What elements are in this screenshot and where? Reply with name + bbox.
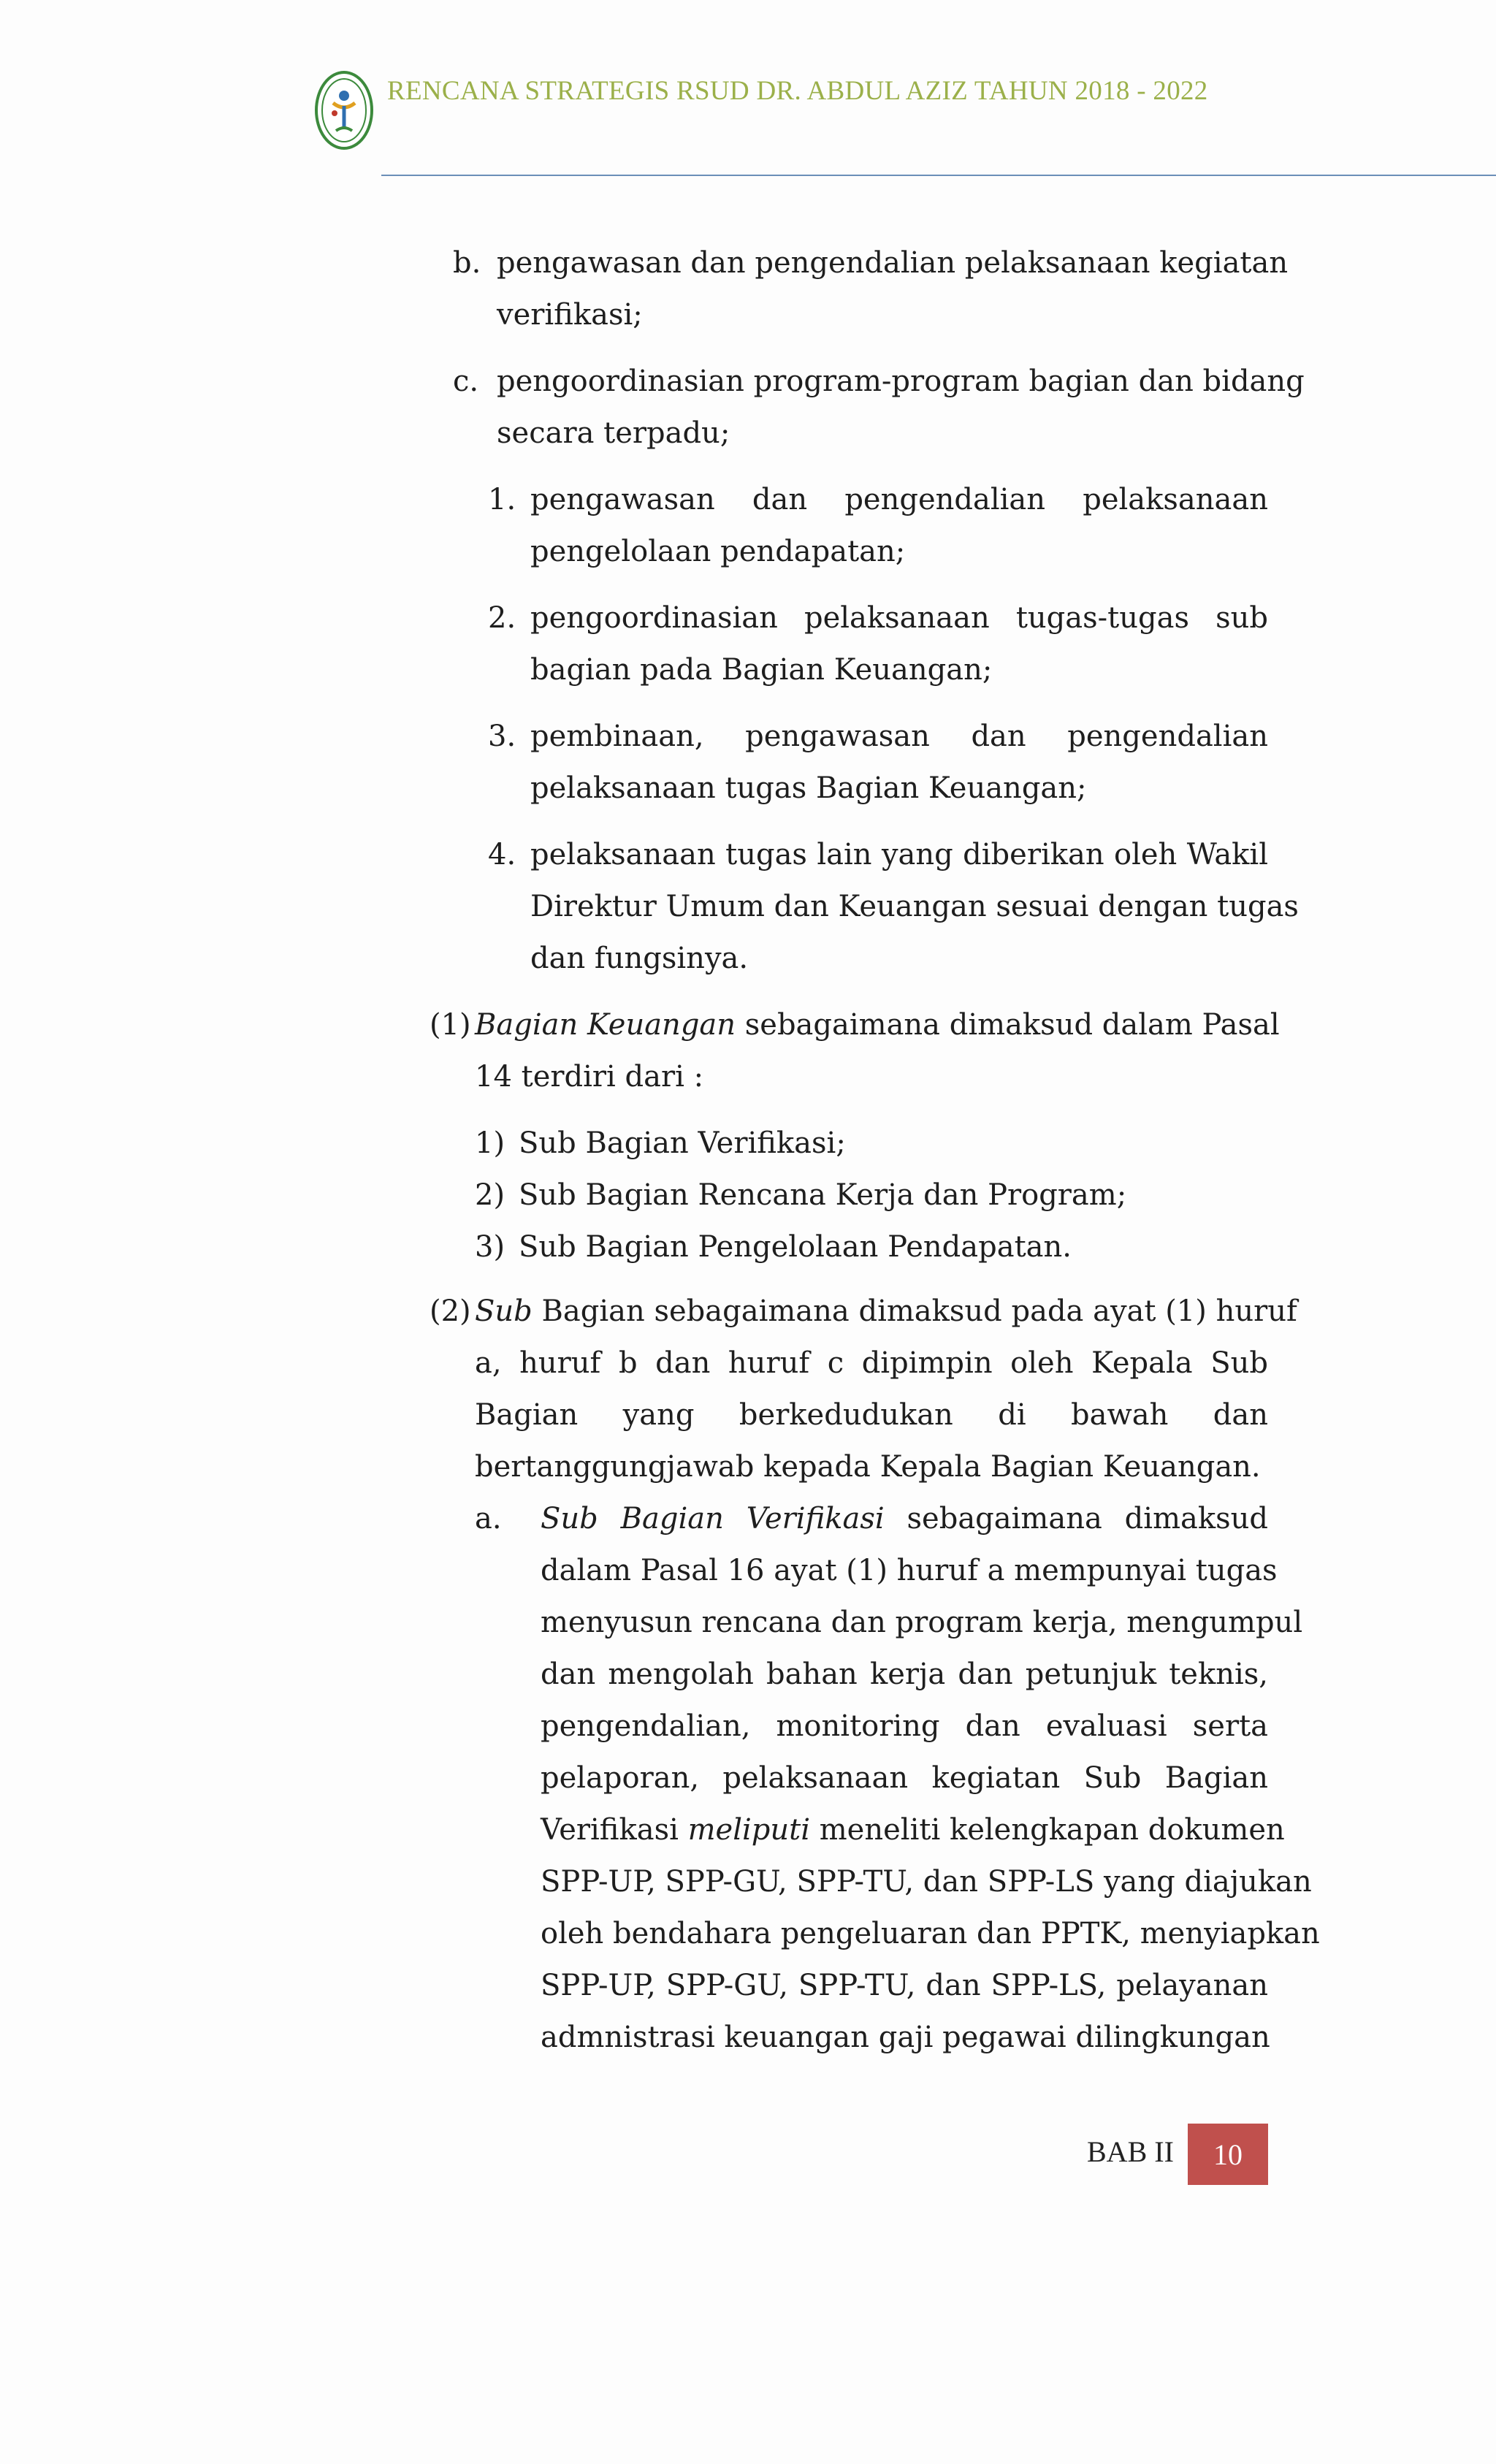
ayat-1 bbox=[475, 999, 1280, 1103]
text-line: pelaksanaan tugas Bagian Keuangan; bbox=[530, 771, 1087, 805]
list-marker: c. bbox=[453, 365, 479, 398]
page-header bbox=[314, 69, 1220, 179]
text-run: sebagaimana dimaksud dalam Pasal bbox=[736, 1008, 1280, 1042]
text-line: pengoordinasian pelaksanaan tugas-tugas sub bbox=[530, 601, 1268, 635]
list-item-2 bbox=[530, 592, 1268, 696]
text-line: pengawasan dan pengendalian pelaksanaan kegiatan bbox=[497, 246, 1289, 280]
text-line: a, huruf b dan huruf c dipimpin oleh Kepala Sub bbox=[475, 1346, 1268, 1380]
chapter-label: BAB II bbox=[1087, 2135, 1174, 2168]
text-line: pengendalian, monitoring dan evaluasi serta bbox=[541, 1709, 1268, 1743]
list-marker: 3. bbox=[488, 720, 516, 753]
text-run: meneliti kelengkapan dokumen bbox=[810, 1813, 1285, 1847]
list-marker: 4. bbox=[488, 838, 516, 871]
text-line bbox=[475, 999, 1280, 1051]
text-line: SPP-UP, SPP-GU, SPP-TU, dan SPP-LS yang diajukan bbox=[541, 1865, 1312, 1899]
list-item: Sub Bagian Verifikasi; bbox=[519, 1126, 846, 1160]
page-number: 10 bbox=[1188, 2124, 1268, 2185]
text-line bbox=[541, 1804, 1285, 1856]
text-line: pengawasan dan pengendalian pelaksanaan bbox=[530, 483, 1268, 516]
list-marker: (1) bbox=[430, 1008, 471, 1042]
italic-term: Sub Bagian Verifikasi bbox=[541, 1502, 885, 1536]
text-line: menyusun rencana dan program kerja, mengumpul bbox=[541, 1606, 1303, 1639]
italic-term: meliputi bbox=[687, 1813, 811, 1847]
text-line: dan mengolah bahan kerja dan petunjuk teknis, bbox=[541, 1658, 1268, 1691]
text-line: secara terpadu; bbox=[497, 416, 730, 450]
header-divider bbox=[381, 175, 1496, 176]
text-line: Direktur Umum dan Keuangan sesuai dengan tugas bbox=[530, 890, 1299, 923]
list-item: Sub Bagian Pengelolaan Pendapatan. bbox=[519, 1230, 1072, 1264]
list-item-1 bbox=[530, 474, 1268, 578]
text-line bbox=[475, 1286, 1297, 1338]
hospital-logo-icon bbox=[314, 69, 374, 151]
list-marker: (2) bbox=[430, 1294, 471, 1328]
text-line: dalam Pasal 16 ayat (1) huruf a mempunyai tugas bbox=[541, 1554, 1278, 1587]
list-marker: 1. bbox=[488, 483, 516, 516]
list-item-c bbox=[497, 356, 1305, 459]
text-run: Bagian sebagaimana dimaksud pada ayat (1) huruf bbox=[532, 1294, 1297, 1328]
text-line: pelaporan, pelaksanaan kegiatan Sub Bagian bbox=[541, 1761, 1268, 1795]
list-item-b bbox=[497, 237, 1289, 341]
text-line: oleh bendahara pengeluaran dan PPTK, menyiapkan bbox=[541, 1917, 1320, 1950]
list-item-a bbox=[541, 1493, 1320, 2064]
italic-term: Sub bbox=[475, 1294, 533, 1328]
list-marker: 1) bbox=[475, 1126, 505, 1160]
list-marker: 2. bbox=[488, 601, 516, 635]
list-marker: 2) bbox=[475, 1178, 505, 1212]
text-line: pembinaan, pengawasan dan pengendalian bbox=[530, 720, 1268, 753]
list-marker: a. bbox=[475, 1502, 502, 1536]
text-line: bertanggungjawab kepada Kepala Bagian Keuangan. bbox=[475, 1450, 1261, 1484]
text-line: 14 terdiri dari : bbox=[475, 1060, 704, 1094]
text-line: pelaksanaan tugas lain yang diberikan oleh Wakil bbox=[530, 838, 1268, 871]
document-title: RENCANA STRATEGIS RSUD DR. ABDUL AZIZ TAHUN 2018 - 2022 bbox=[387, 76, 1208, 106]
list-item-3 bbox=[530, 711, 1268, 815]
list-item-4 bbox=[530, 829, 1299, 985]
text-line: verifikasi; bbox=[497, 298, 643, 332]
list-marker: 3) bbox=[475, 1230, 505, 1264]
list-item: Sub Bagian Rencana Kerja dan Program; bbox=[519, 1178, 1127, 1212]
text-line: admnistrasi keuangan gaji pegawai dilingkungan bbox=[541, 2021, 1270, 2054]
ayat-2 bbox=[475, 1286, 1297, 1493]
text-line bbox=[541, 1493, 1268, 1545]
text-line: SPP-UP, SPP-GU, SPP-TU, dan SPP-LS, pelayanan bbox=[541, 1969, 1268, 2002]
list-marker: b. bbox=[453, 246, 481, 280]
italic-term: Bagian Keuangan bbox=[475, 1008, 736, 1042]
text-line: pengelolaan pendapatan; bbox=[530, 535, 906, 568]
text-run: Verifikasi bbox=[541, 1813, 688, 1847]
text-run: sebagaimana dimaksud bbox=[884, 1502, 1268, 1536]
text-line: bagian pada Bagian Keuangan; bbox=[530, 653, 993, 687]
text-line: dan fungsinya. bbox=[530, 942, 749, 975]
text-line: pengoordinasian program-program bagian dan bidang bbox=[497, 365, 1305, 398]
text-line: Bagian yang berkedudukan di bawah dan bbox=[475, 1398, 1268, 1432]
